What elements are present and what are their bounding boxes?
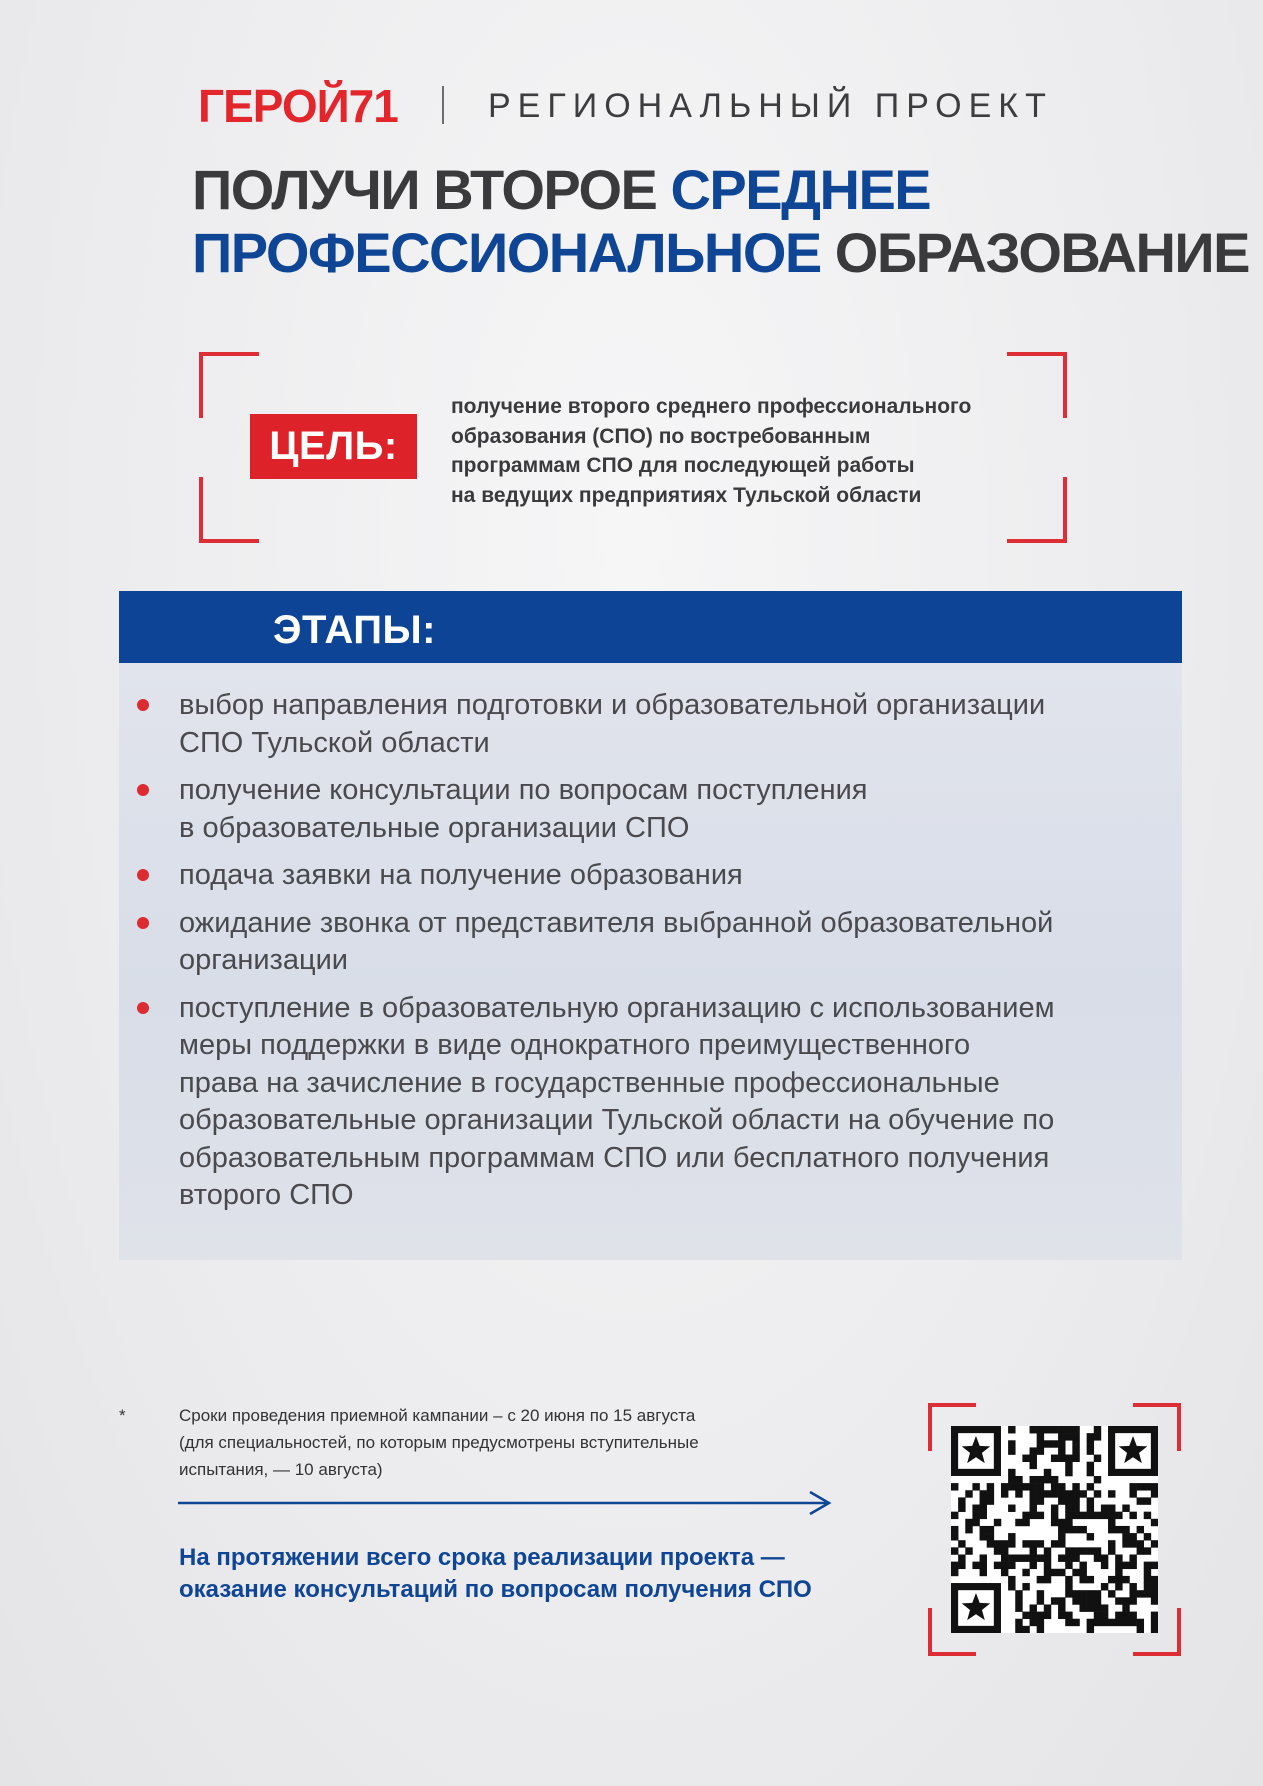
goal-line: программам СПО для последующей работы — [451, 454, 915, 477]
qr-finder-star-icon — [955, 1587, 998, 1630]
goal-badge: ЦЕЛЬ: — [250, 414, 417, 479]
header-divider — [442, 86, 444, 124]
goal-line: образования (СПО) по востребованным — [451, 424, 871, 448]
stage-text-line: поступление в образовательную организацию с использованием — [179, 991, 1055, 1024]
stage-text-line: образовательные организации Тульской области на обучение по — [179, 1104, 1055, 1136]
footnote-marker: * — [119, 1406, 126, 1425]
stage-text-line: подача заявки на получение образования — [179, 859, 743, 891]
stage-text-line: в образовательные организации СПО — [179, 811, 690, 844]
consultation-line: оказание консультаций по вопросам получения СПО — [179, 1576, 812, 1603]
qr-finder-star-icon — [1112, 1430, 1155, 1473]
stage-text-line: образовательным программам СПО или бесплатного получения — [179, 1141, 1050, 1174]
title-part: ОБРАЗОВАНИЕ — [834, 221, 1250, 284]
qr-finder-star-icon — [955, 1430, 998, 1473]
qr-code-icon[interactable] — [951, 1426, 1158, 1633]
title-part-highlight: СРЕДНЕЕ — [670, 158, 931, 221]
stage-text-line: ожидание звонка от представителя выбранной образовательной — [179, 906, 1054, 939]
footnote-line: Сроки проведения приемной кампании – с 20 июня по 15 августа — [179, 1406, 696, 1425]
frame-corner-top-left — [199, 352, 259, 418]
stages-list — [133, 687, 1173, 1225]
bullet-icon — [137, 869, 149, 881]
list-item — [133, 772, 1173, 847]
bullet-icon — [137, 699, 149, 711]
footnote-line: испытания, — 10 августа) — [179, 1460, 383, 1479]
bullet-icon — [137, 917, 149, 929]
stage-text-line: получение консультации по вопросам поступления — [179, 774, 868, 806]
stage-text-line: СПО Тульской области — [179, 726, 490, 759]
list-item — [133, 905, 1173, 980]
title-line-1 — [192, 158, 1249, 221]
stages-title: ЭТАПЫ: — [273, 608, 436, 652]
page-title — [192, 158, 1249, 284]
consultation-line: На протяжении всего срока реализации проекта — — [179, 1544, 785, 1571]
footnote-text — [179, 1402, 779, 1483]
stage-text-line: выбор направления подготовки и образовательной организации — [179, 689, 1046, 721]
consultation-note — [179, 1542, 812, 1606]
stage-text-line: второго СПО — [179, 1179, 354, 1211]
brand-logo: ГЕРОЙ71 — [198, 80, 398, 132]
bullet-icon — [137, 784, 149, 796]
goal-line: получение второго среднего профессионального — [451, 395, 972, 418]
list-item — [133, 857, 1173, 895]
bullet-icon — [137, 1002, 149, 1014]
title-part: ПОЛУЧИ ВТОРОЕ — [192, 158, 657, 221]
stage-text-line: организации — [179, 944, 348, 976]
project-label: РЕГИОНАЛЬНЫЙ ПРОЕКТ — [488, 87, 1053, 125]
title-part-highlight: ПРОФЕССИОНАЛЬНОЕ — [192, 221, 821, 284]
stage-text-line: меры поддержки в виде однократного преимущественного — [179, 1029, 971, 1061]
footnote-line: (для специальностей, по которым предусмотрены вступительные — [179, 1433, 699, 1452]
goal-line: на ведущих предприятиях Тульской области — [451, 483, 922, 507]
stage-text-line: права на зачисление в государственные профессиональные — [179, 1066, 1000, 1099]
arrow-right-icon — [178, 1490, 833, 1516]
title-line-2 — [192, 221, 1249, 284]
list-item — [133, 990, 1173, 1215]
frame-corner-bottom-left — [199, 477, 259, 543]
list-item — [133, 687, 1173, 762]
goal-description — [451, 392, 1051, 510]
